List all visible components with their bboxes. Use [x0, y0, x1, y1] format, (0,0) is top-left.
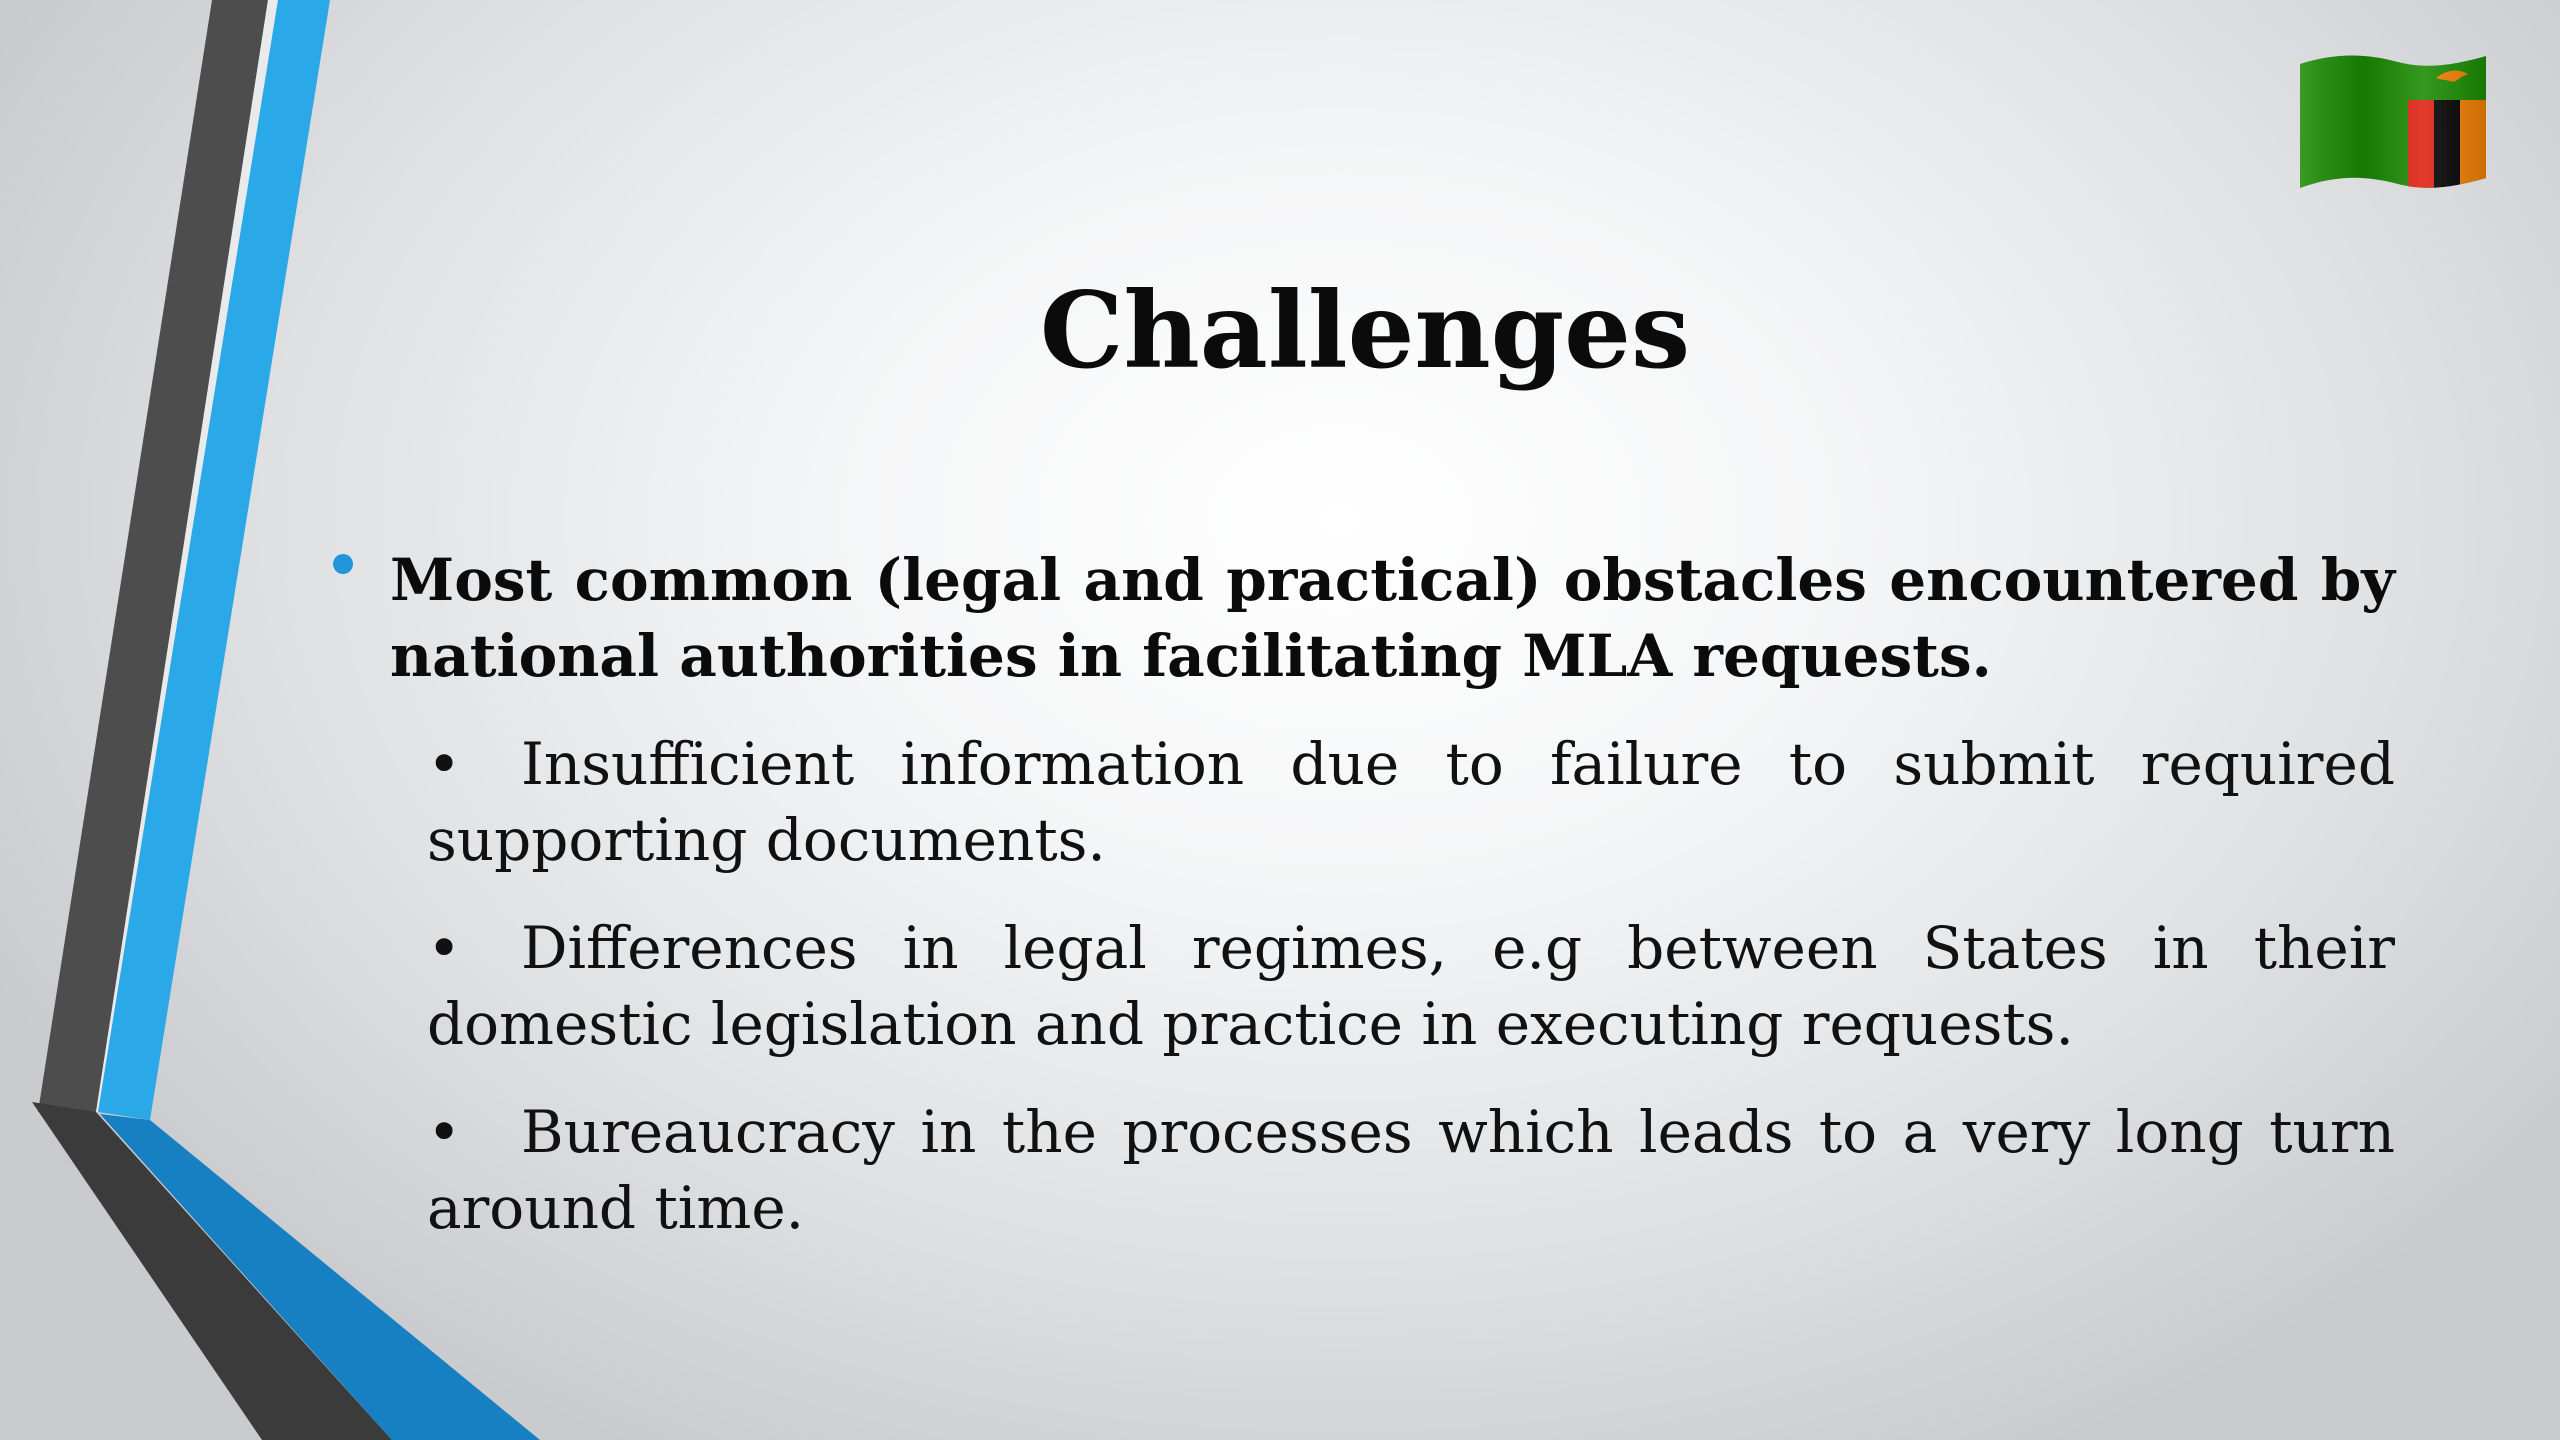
bullet-glyph: • [427, 1098, 462, 1166]
bullet-dot-icon [333, 554, 353, 574]
bullet-glyph: • [427, 730, 462, 798]
sub-bullet-point [427, 726, 2395, 878]
sub-point-text: Bureaucracy in the processes which leads to a very long turn around time. [427, 1098, 2395, 1242]
bullet-glyph: • [427, 914, 462, 982]
sub-point-text: Insufficient information due to failure to submit required supporting documents. [427, 730, 2395, 874]
sub-point-text: Differences in legal regimes, e.g between States in their domestic legislation and practice in executing requests. [427, 914, 2395, 1058]
slide-content [325, 542, 2395, 1246]
sub-bullet-point [427, 1094, 2395, 1246]
sub-bullet-point [427, 910, 2395, 1062]
slide-title: Challenges [1039, 268, 1691, 392]
main-bullet-point [325, 542, 2395, 694]
zambia-flag-icon [2298, 50, 2488, 195]
main-point-text: Most common (legal and practical) obstacles encountered by national authorities in facilitating MLA requests. [390, 546, 2395, 690]
